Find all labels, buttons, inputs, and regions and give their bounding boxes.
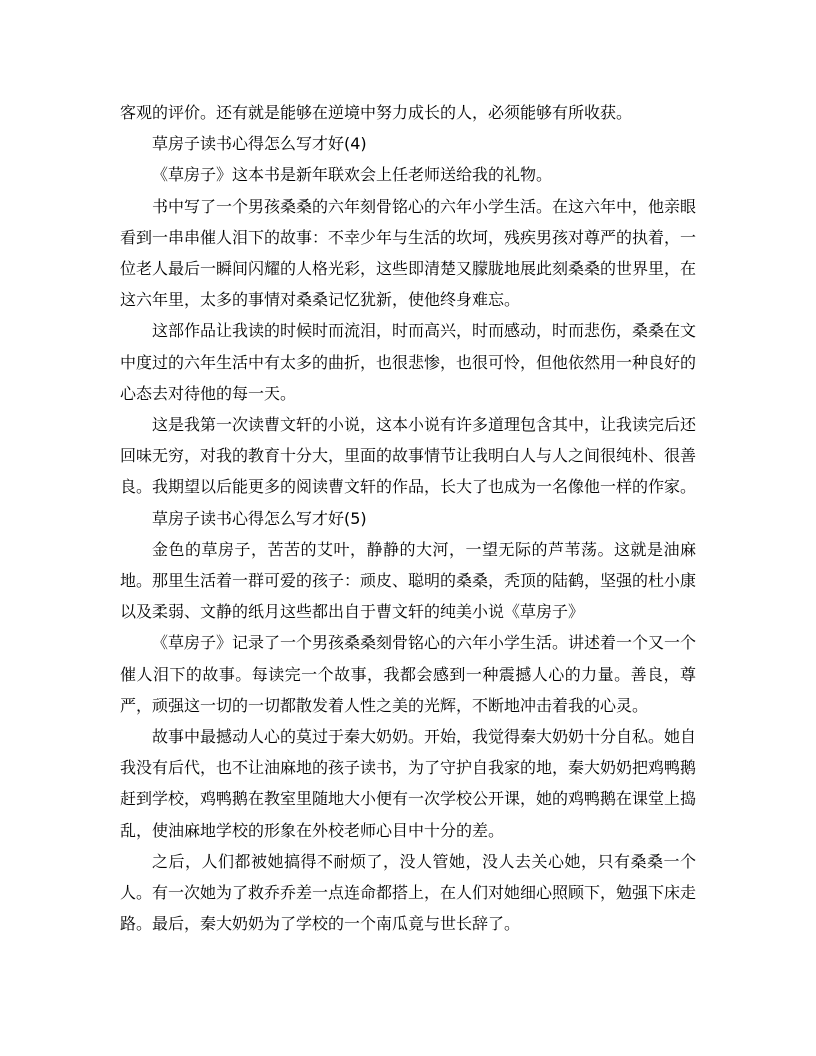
paragraph: 这部作品让我读的时候时而流泪，时而高兴，时而感动，时而悲伤，桑桑在文中度过的六年生活中有太多的曲折，也很悲惨，也很可怜，但他依然用一种良好的心态去对待他的每一天。: [120, 321, 697, 403]
paragraph: 《草房子》这本书是新年联欢会上任老师送给我的礼物。: [152, 165, 553, 185]
paragraph: 这是我第一次读曹文轩的小说，这本小说有许多道理包含其中，让我读完后还回味无穷，对我的教育十分大，里面的故事情节让我明白人与人之间很纯朴、很善良。我期望以后能更多的阅读曹文轩的作品，长大了也成为一名像他一样的作家。: [120, 415, 697, 497]
paragraph: 金色的草房子，苦苦的艾叶，静静的大河，一望无际的芦苇荡。这就是油麻地。那里生活着一群可爱的孩子：顽皮、聪明的桑桑，秃顶的陆鹤，坚强的杜小康以及柔弱、文静的纸月这些都出自于曹文轩的纯美小说《草房子》: [120, 539, 697, 622]
paragraph: 《草房子》记录了一个男孩桑桑刻骨铭心的六年小学生活。讲述着一个又一个催人泪下的故事。每读完一个故事，我都会感到一种震撼人心的力量。善良，尊严，顽强这一切的一切都散发着人性之美的光辉，不断地冲击着我的心灵。: [120, 633, 697, 715]
paragraph: 书中写了一个男孩桑桑的六年刻骨铭心的六年小学生活。在这六年中，他亲眼看到一串串催人泪下的故事：不幸少年与生活的坎坷，残疾男孩对尊严的执着，一位老人最后一瞬间闪耀的人格光彩，这些即清楚又朦胧地展此刻桑桑的世界里，在这六年里，太多的事情对桑桑记忆犹新，使他终身难忘。: [120, 196, 697, 310]
section-heading-4: 草房子读书心得怎么写才好(4): [152, 134, 367, 154]
section-heading-5: 草房子读书心得怎么写才好(5): [152, 508, 367, 528]
paragraph-continuation: 客观的评价。还有就是能够在逆境中努力成长的人，必须能够有所收获。: [120, 103, 633, 122]
paragraph: 之后，人们都被她搞得不耐烦了，没人管她，没人去关心她，只有桑桑一个人。有一次她为了救乔乔差一点连命都搭上，在人们对她细心照顾下，勉强下床走路。最后，秦大奶奶为了学校的一个南瓜竟与世长辞了。: [120, 851, 697, 934]
paragraph: 故事中最撼动人心的莫过于秦大奶奶。开始，我觉得秦大奶奶十分自私。她自我没有后代，也不让油麻地的孩子读书，为了守护自我家的地，秦大奶奶把鸡鸭鹅赶到学校，鸡鸭鹅在教室里随地大小便有一次学校公开课，她的鸡鸭鹅在课堂上捣乱，使油麻地学校的形象在外校老师心目中十分的差。: [120, 727, 697, 840]
document-body: [120, 97, 696, 939]
